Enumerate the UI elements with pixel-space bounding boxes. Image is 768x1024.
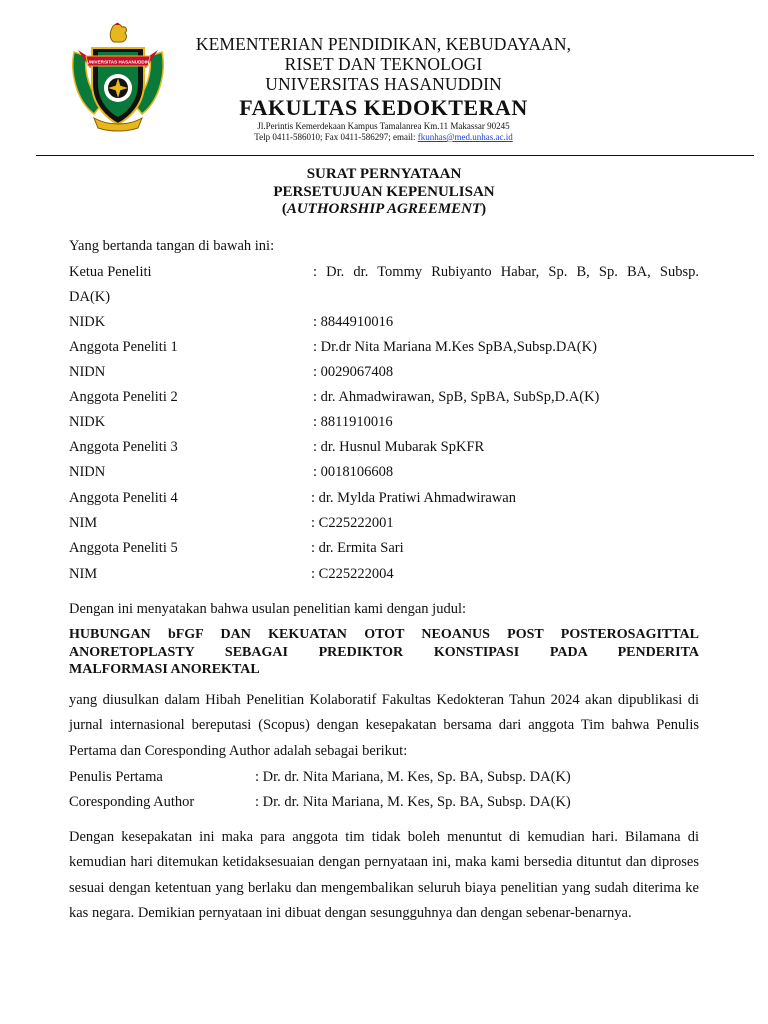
closing-paragraph: Dengan kesepakatan ini maka para anggota tim tidak boleh menuntut di kemudian hari. Bilamana di kemudian hari ditemukan ketidaksesuaian dengan pernyataan ini, maka kami bersedia dituntut dan diproses sesuai dengan ketentuan yang berlaku dan mengembalikan seluruh biaya penelitian yang sudah diterima ke kas negara. Demikian pernyataan ini dibuat dengan sesungguhnya dan dengan sebenar-benarnya.: [69, 829, 699, 922]
ministry-name: KEMENTERIAN PENDIDIKAN, KEBUDAYAAN,: [195, 34, 572, 54]
signatory-value: : 0029067408: [313, 364, 394, 380]
signatory-label: NIM: [69, 515, 98, 531]
research-title-line-1: HUBUNGAN bFGF DAN KEKUATAN OTOT NEOANUS POST POSTEROSAGITTAL: [69, 627, 699, 642]
signatory-value: : C225222001: [311, 515, 394, 531]
document-title: [0, 166, 768, 219]
signatory-value: : dr. Husnul Mubarak SpKFR: [313, 439, 485, 455]
title-italic: AUTHORSHIP AGREEMENT: [286, 201, 482, 217]
signatory-value: : 0018106608: [313, 464, 394, 480]
title-line-1: SURAT PERNYATAAN: [306, 166, 462, 182]
signatory-label: NIDN: [69, 364, 106, 380]
signatory-label: Anggota Peneliti 1: [69, 339, 178, 355]
research-title-line-3: MALFORMASI ANOREKTAL: [69, 662, 260, 677]
signatory-value-cont: DA(K): [69, 289, 111, 305]
title-line-2: PERSETUJUAN KEPENULISAN: [273, 183, 495, 200]
signatory-label: Anggota Peneliti 4: [69, 490, 178, 506]
statement-text: Dengan ini menyatakan bahwa usulan penelitian kami dengan judul:: [69, 601, 467, 617]
author-label: Penulis Pertama: [69, 769, 163, 785]
signatory-label: NIDK: [69, 314, 106, 330]
signatory-label: Anggota Peneliti 2: [69, 389, 178, 405]
research-title-line-2: ANORETOPLASTY SEBAGAI PREDIKTOR KONSTIPASI PADA PENDERITA: [69, 644, 699, 660]
signatory-value: : C225222004: [311, 566, 394, 582]
logo-banner-text: UNIVERSITAS HASANUDDIN: [86, 59, 150, 65]
signatory-label: Anggota Peneliti 3: [69, 439, 178, 455]
signatory-value: : 8844910016: [313, 314, 394, 330]
author-value: : Dr. dr. Nita Mariana, M. Kes, Sp. BA, Subsp. DA(K): [255, 769, 571, 785]
letterhead-divider: [36, 155, 754, 156]
signatory-label: NIM: [69, 566, 98, 582]
signatory-value: : Dr.dr Nita Mariana M.Kes SpBA,Subsp.DA(K): [313, 339, 597, 355]
research-title: [69, 626, 699, 679]
author-label: Coresponding Author: [69, 794, 195, 810]
title-line-3: (AUTHORSHIP AGREEMENT): [281, 201, 487, 217]
intro-text: Yang bertanda tangan di bawah ini:: [69, 238, 275, 254]
university-name: UNIVERSITAS HASANUDDIN: [265, 74, 502, 94]
signatory-value: : 8811910016: [313, 414, 393, 430]
ministry-subname: RISET DAN TEKNOLOGI: [284, 54, 483, 74]
signatory-value: : Dr. dr. Tommy Rubiyanto Habar, Sp. B, Sp. BA, Subsp.: [313, 264, 699, 280]
signatory-label: NIDK: [69, 414, 106, 430]
proposal-paragraph: yang diusulkan dalam Hibah Penelitian Kolaboratif Fakultas Kedokteran Tahun 2024 akan dipublikasi di jurnal internasional bereputasi (Scopus) dengan kesepakatan bersama dari anggota Tim bahwa Penulis Pertama dan Coresponding Author adalah sebagai berikut:: [69, 692, 699, 759]
signatory-label: Anggota Peneliti 5: [69, 540, 178, 556]
author-value: : Dr. dr. Nita Mariana, M. Kes, Sp. BA, Subsp. DA(K): [255, 794, 571, 810]
signatory-value: : dr. Mylda Pratiwi Ahmadwirawan: [311, 490, 516, 506]
letterhead: [150, 34, 617, 143]
faculty-name: FAKULTAS KEDOKTERAN: [239, 95, 528, 120]
contact-text: Telp 0411-586010; Fax 0411-586297; email:: [254, 132, 418, 142]
signatory-value: : dr. Ahmadwirawan, SpB, SpBA, SubSp,D.A(K): [313, 389, 600, 405]
signatory-label: NIDN: [69, 464, 106, 480]
email-link[interactable]: fkunhas@med.unhas.ac.id: [417, 132, 513, 142]
contact-line: [150, 132, 617, 143]
address-line: Jl.Perintis Kemerdekaan Kampus Tamalanrea Km.11 Makassar 90245: [257, 121, 510, 131]
signatory-value: : dr. Ermita Sari: [311, 540, 404, 556]
signatory-label: Ketua Peneliti: [69, 264, 152, 280]
